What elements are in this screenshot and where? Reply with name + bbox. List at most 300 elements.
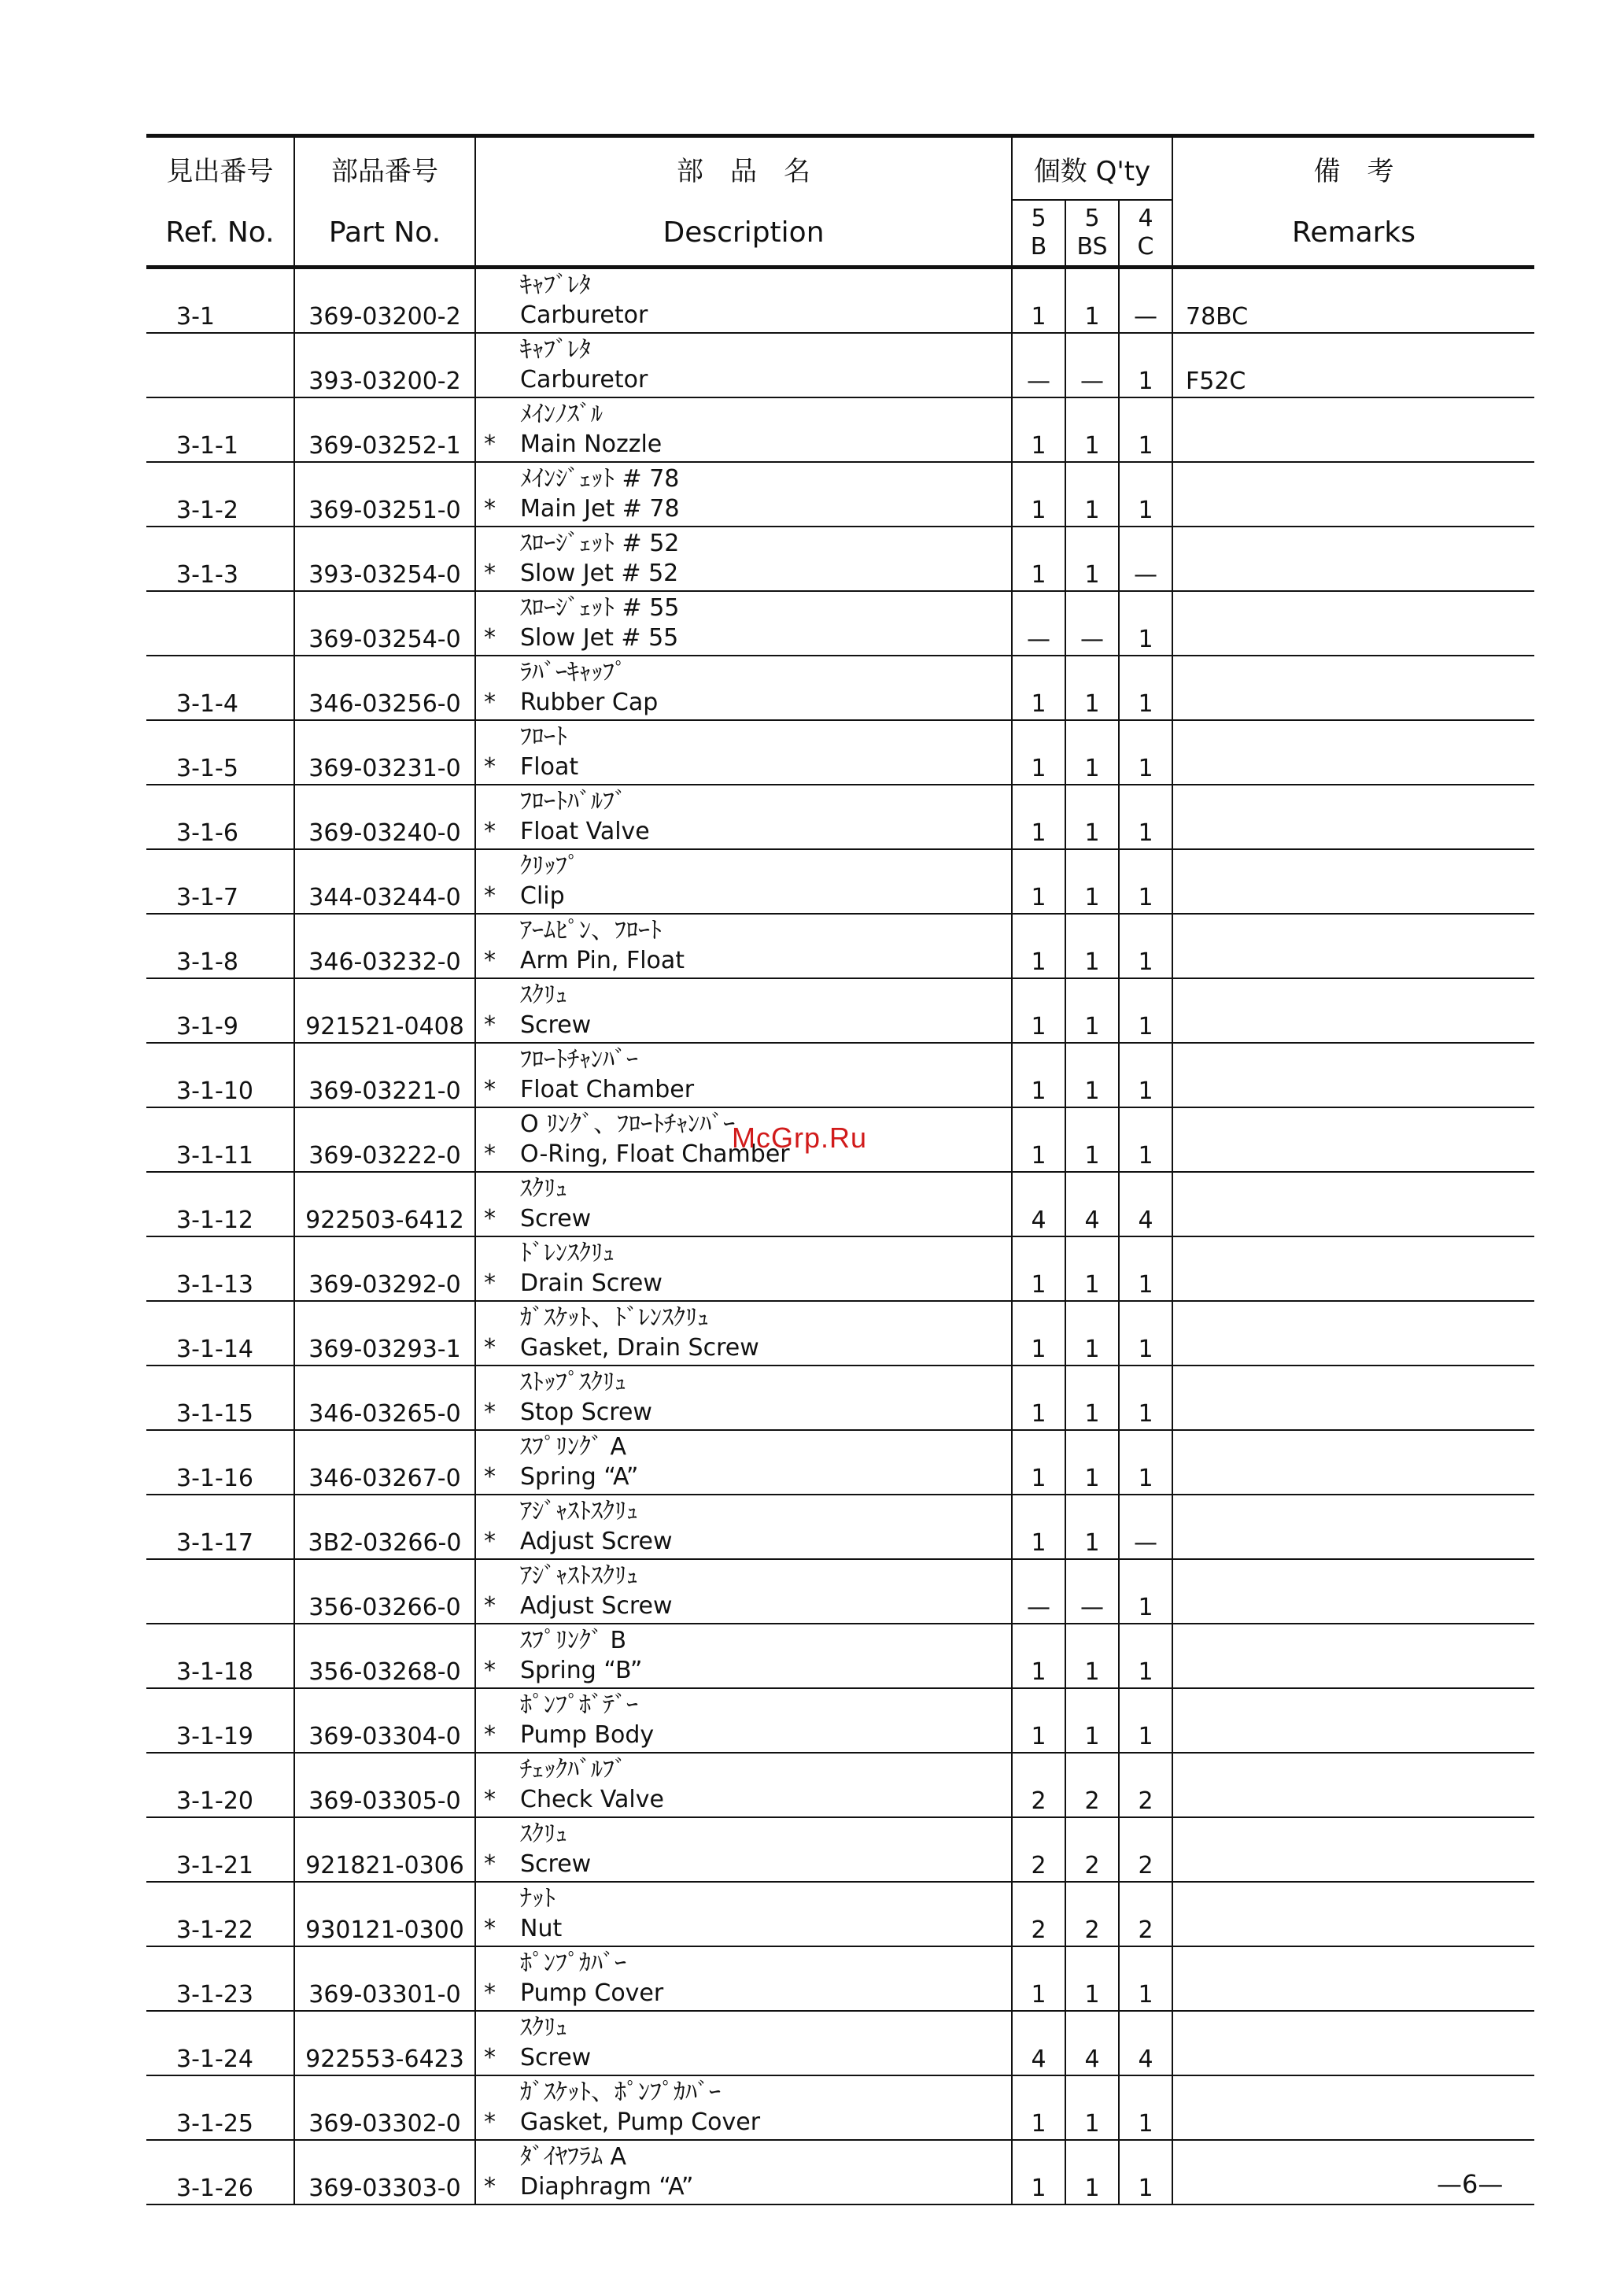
description-en: Screw xyxy=(520,2044,592,2071)
table-row xyxy=(146,1559,1534,1624)
qty-5b: 1 xyxy=(1012,1430,1065,1495)
description xyxy=(475,2140,1012,2204)
qty-5bs: 1 xyxy=(1065,1688,1119,1753)
part-header-en: Part No. xyxy=(294,200,475,268)
kit-marker: * xyxy=(484,560,496,587)
part-no: 393-03200-2 xyxy=(294,333,475,397)
table-row xyxy=(146,1172,1534,1236)
qty-5bs: 1 xyxy=(1065,2140,1119,2204)
qty-5b: — xyxy=(1012,1559,1065,1624)
table-row xyxy=(146,1946,1534,2011)
part-no: 369-03303-0 xyxy=(294,2140,475,2204)
description xyxy=(475,1430,1012,1495)
part-no: 369-03221-0 xyxy=(294,1043,475,1107)
description xyxy=(475,591,1012,656)
description-en-line xyxy=(484,2043,1011,2073)
qty-5bs: 4 xyxy=(1065,2011,1119,2075)
desc-header-en: Description xyxy=(475,200,1012,268)
kit-marker: * xyxy=(484,2108,496,2136)
description-en-line xyxy=(484,688,1011,718)
ref-no: 3-1-11 xyxy=(146,1107,294,1172)
remarks xyxy=(1172,1624,1534,1688)
part-no: 369-03200-2 xyxy=(294,268,475,334)
part-no: 346-03265-0 xyxy=(294,1366,475,1430)
description-en-line xyxy=(484,623,1011,653)
remarks-header-jp: 備 考 xyxy=(1172,136,1534,201)
qty-5b: 1 xyxy=(1012,1236,1065,1301)
remarks xyxy=(1172,720,1534,785)
ref-no: 3-1-6 xyxy=(146,785,294,849)
kit-marker: * xyxy=(484,1915,496,1942)
description-jp: ﾅｯﾄ xyxy=(520,1885,555,1913)
description-jp: ｱｼﾞｬｽﾄｽｸﾘｭ xyxy=(520,1562,638,1590)
qty-4c: 1 xyxy=(1119,914,1172,978)
ref-no: 3-1-24 xyxy=(146,2011,294,2075)
part-no: 369-03293-1 xyxy=(294,1301,475,1366)
ref-no: 3-1-3 xyxy=(146,527,294,591)
ref-no: 3-1-10 xyxy=(146,1043,294,1107)
table-row xyxy=(146,1882,1534,1946)
ref-no: 3-1-18 xyxy=(146,1624,294,1688)
table-row xyxy=(146,720,1534,785)
description xyxy=(475,2075,1012,2140)
qty-4c: 1 xyxy=(1119,1688,1172,1753)
ref-no: 3-1-7 xyxy=(146,849,294,914)
part-no: 393-03254-0 xyxy=(294,527,475,591)
qty-5b: 1 xyxy=(1012,785,1065,849)
remarks xyxy=(1172,2075,1534,2140)
description-en-line xyxy=(484,1914,1011,1944)
remarks xyxy=(1172,656,1534,720)
table-row xyxy=(146,1688,1534,1753)
remarks xyxy=(1172,1817,1534,1882)
ref-no: 3-1-12 xyxy=(146,1172,294,1236)
qty-5b: 2 xyxy=(1012,1817,1065,1882)
description-jp: ﾄﾞﾚﾝｽｸﾘｭ xyxy=(520,1240,615,1267)
qty-5b: 1 xyxy=(1012,978,1065,1043)
ref-no: 3-1-23 xyxy=(146,1946,294,2011)
description xyxy=(475,849,1012,914)
description xyxy=(475,1495,1012,1559)
description-jp: ﾌﾛｰﾄﾊﾞﾙﾌﾞ xyxy=(520,788,626,815)
qty-5bs: — xyxy=(1065,591,1119,656)
page-number: —6— xyxy=(1437,2169,1504,2199)
table-row xyxy=(146,1430,1534,1495)
part-no: 369-03305-0 xyxy=(294,1753,475,1817)
table-row xyxy=(146,2075,1534,2140)
table-row xyxy=(146,397,1534,462)
qty-5b: — xyxy=(1012,591,1065,656)
qty-5b: 1 xyxy=(1012,462,1065,527)
description xyxy=(475,2011,1012,2075)
qty-4c: — xyxy=(1119,1495,1172,1559)
remarks xyxy=(1172,2011,1534,2075)
ref-no: 3-1-25 xyxy=(146,2075,294,2140)
qty-4c: 1 xyxy=(1119,2075,1172,2140)
kit-marker: * xyxy=(484,1528,496,1555)
description xyxy=(475,268,1012,334)
description-en-line xyxy=(484,365,1011,395)
table-row xyxy=(146,1495,1534,1559)
qty-5bs: 1 xyxy=(1065,720,1119,785)
description-en: Gasket, Drain Screw xyxy=(520,1334,759,1362)
qty-5b: 2 xyxy=(1012,1882,1065,1946)
description-jp: ｽﾄｯﾌﾟｽｸﾘｭ xyxy=(520,1369,626,1396)
description xyxy=(475,1236,1012,1301)
qty-5b: 1 xyxy=(1012,397,1065,462)
description xyxy=(475,1753,1012,1817)
description-en-line xyxy=(484,752,1011,782)
ref-no: 3-1-8 xyxy=(146,914,294,978)
part-no: 369-03252-1 xyxy=(294,397,475,462)
kit-marker: * xyxy=(484,947,496,974)
qty-col-5b: 5 B xyxy=(1012,200,1065,268)
qty-col-5bs: 5 BS xyxy=(1065,200,1119,268)
table-row xyxy=(146,656,1534,720)
part-no: 369-03292-0 xyxy=(294,1236,475,1301)
part-no: 369-03240-0 xyxy=(294,785,475,849)
qty-4c: 1 xyxy=(1119,591,1172,656)
remarks xyxy=(1172,591,1534,656)
remarks xyxy=(1172,1043,1534,1107)
remarks xyxy=(1172,849,1534,914)
qty-4c: 2 xyxy=(1119,1753,1172,1817)
ref-no: 3-1-1 xyxy=(146,397,294,462)
description-en: Slow Jet # 55 xyxy=(520,624,679,652)
description-en-line xyxy=(484,946,1011,976)
qty-5bs: 1 xyxy=(1065,1043,1119,1107)
desc-header-jp: 部 品 名 xyxy=(475,136,1012,201)
description-en: Float Chamber xyxy=(520,1076,695,1103)
part-no: 369-03251-0 xyxy=(294,462,475,527)
description xyxy=(475,1043,1012,1107)
table-body xyxy=(146,268,1534,2205)
qty-4c: 1 xyxy=(1119,1430,1172,1495)
qty-5bs: 2 xyxy=(1065,1882,1119,1946)
ref-no: 3-1-4 xyxy=(146,656,294,720)
kit-marker: * xyxy=(484,1011,496,1039)
remarks xyxy=(1172,1753,1534,1817)
description-jp: ｽﾌﾟﾘﾝｸﾞ A xyxy=(520,1433,627,1461)
description-jp: ﾌﾛｰﾄ xyxy=(520,723,567,751)
description-en: Carburetor xyxy=(520,366,648,394)
description-en: Spring “A” xyxy=(520,1463,639,1491)
kit-marker: * xyxy=(484,1205,496,1232)
watermark: McGrp.Ru xyxy=(732,1122,868,1154)
remarks xyxy=(1172,978,1534,1043)
part-header-jp: 部品番号 xyxy=(294,136,475,201)
kit-marker: * xyxy=(484,1979,496,2007)
kit-marker: * xyxy=(484,1269,496,1297)
qty-5b: 4 xyxy=(1012,2011,1065,2075)
description-en: Check Valve xyxy=(520,1786,664,1813)
kit-marker: * xyxy=(484,495,496,523)
qty-4c: 4 xyxy=(1119,1172,1172,1236)
part-no: 369-03231-0 xyxy=(294,720,475,785)
qty-5bs: 1 xyxy=(1065,849,1119,914)
qty-5b: 1 xyxy=(1012,1301,1065,1366)
kit-marker: * xyxy=(484,1850,496,1878)
kit-marker: * xyxy=(484,1334,496,1362)
qty-4c: 1 xyxy=(1119,1236,1172,1301)
qty-5bs: 1 xyxy=(1065,462,1119,527)
qty-5b: 2 xyxy=(1012,1753,1065,1817)
description-en: Diaphragm “A” xyxy=(520,2173,694,2201)
qty-4c: 1 xyxy=(1119,785,1172,849)
description-en: Arm Pin, Float xyxy=(520,947,685,974)
kit-marker: * xyxy=(484,1657,496,1684)
description-en: Carburetor xyxy=(520,301,648,329)
qty-5bs: 1 xyxy=(1065,1301,1119,1366)
qty-4c: 1 xyxy=(1119,1107,1172,1172)
description-en: Main Jet # 78 xyxy=(520,495,680,523)
remarks xyxy=(1172,1946,1534,2011)
description-en-line xyxy=(484,1591,1011,1621)
part-no: 922553-6423 xyxy=(294,2011,475,2075)
ref-header-jp: 見出番号 xyxy=(146,136,294,201)
qty-4c: 1 xyxy=(1119,1559,1172,1624)
part-no: 346-03232-0 xyxy=(294,914,475,978)
description-en-line xyxy=(484,1398,1011,1428)
description-en: Gasket, Pump Cover xyxy=(520,2108,761,2136)
remarks xyxy=(1172,1366,1534,1430)
qty-5b: 1 xyxy=(1012,1495,1065,1559)
ref-no: 3-1-22 xyxy=(146,1882,294,1946)
description-en: Pump Body xyxy=(520,1721,655,1749)
description-en: Pump Cover xyxy=(520,1979,664,2007)
ref-no: 3-1-20 xyxy=(146,1753,294,1817)
kit-marker: * xyxy=(484,1721,496,1749)
qty-5bs: 2 xyxy=(1065,1817,1119,1882)
description-jp: ﾎﾟﾝﾌﾟｶﾊﾞｰ xyxy=(520,1949,626,1977)
description xyxy=(475,914,1012,978)
table-header xyxy=(146,136,1534,268)
description-en: Float xyxy=(520,753,579,781)
table-row xyxy=(146,2140,1534,2204)
kit-marker: * xyxy=(484,1076,496,1103)
description-jp: O ﾘﾝｸﾞ、ﾌﾛｰﾄﾁｬﾝﾊﾞｰ xyxy=(520,1111,736,1138)
kit-marker: * xyxy=(484,2173,496,2201)
ref-no: 3-1-26 xyxy=(146,2140,294,2204)
table-row xyxy=(146,1301,1534,1366)
description-en: Spring “B” xyxy=(520,1657,643,1684)
part-no: 930121-0300 xyxy=(294,1882,475,1946)
qty-5bs: 1 xyxy=(1065,1946,1119,2011)
qty-4c: 1 xyxy=(1119,333,1172,397)
description-jp: ﾗﾊﾞｰｷｬｯﾌﾟ xyxy=(520,659,626,686)
description xyxy=(475,1688,1012,1753)
description-jp: ｽｸﾘｭ xyxy=(520,1175,567,1203)
ref-no xyxy=(146,1559,294,1624)
table-row xyxy=(146,1043,1534,1107)
description-jp: ｽｸﾘｭ xyxy=(520,2014,567,2042)
description xyxy=(475,397,1012,462)
description-en-line xyxy=(484,1785,1011,1815)
kit-marker: * xyxy=(484,431,496,458)
description-en: Clip xyxy=(520,882,565,910)
remarks xyxy=(1172,1559,1534,1624)
ref-no: 3-1-13 xyxy=(146,1236,294,1301)
qty-4c: — xyxy=(1119,527,1172,591)
remarks xyxy=(1172,527,1534,591)
remarks xyxy=(1172,785,1534,849)
ref-no: 3-1 xyxy=(146,268,294,334)
table-row xyxy=(146,914,1534,978)
description-en: Main Nozzle xyxy=(520,431,663,458)
table-row xyxy=(146,785,1534,849)
remarks xyxy=(1172,462,1534,527)
remarks xyxy=(1172,1430,1534,1495)
description-en-line xyxy=(484,559,1011,589)
qty-5bs: 1 xyxy=(1065,1624,1119,1688)
description-jp: ｶﾞｽｹｯﾄ、ﾄﾞﾚﾝｽｸﾘｭ xyxy=(520,1304,709,1332)
description xyxy=(475,1366,1012,1430)
qty-4c: 4 xyxy=(1119,2011,1172,2075)
description-jp: ﾀﾞｲﾔﾌﾗﾑ A xyxy=(520,2143,627,2171)
qty-5b: 1 xyxy=(1012,720,1065,785)
description-jp: ｽｸﾘｭ xyxy=(520,981,567,1009)
description-jp: ﾌﾛｰﾄﾁｬﾝﾊﾞｰ xyxy=(520,1046,638,1074)
part-no: 346-03256-0 xyxy=(294,656,475,720)
description-jp: ｽﾌﾟﾘﾝｸﾞ B xyxy=(520,1627,627,1654)
part-no: 922503-6412 xyxy=(294,1172,475,1236)
description-en-line xyxy=(484,1011,1011,1040)
table-row xyxy=(146,1753,1534,1817)
qty-4c: 2 xyxy=(1119,1817,1172,1882)
part-no: 369-03304-0 xyxy=(294,1688,475,1753)
description-en-line xyxy=(484,1850,1011,1879)
description-en-line xyxy=(484,1204,1011,1234)
remarks xyxy=(1172,1688,1534,1753)
qty-4c: 1 xyxy=(1119,1301,1172,1366)
description-en-line xyxy=(484,1075,1011,1105)
qty-5b: 1 xyxy=(1012,656,1065,720)
ref-no: 3-1-19 xyxy=(146,1688,294,1753)
part-no: 921521-0408 xyxy=(294,978,475,1043)
ref-no: 3-1-21 xyxy=(146,1817,294,1882)
part-no: 344-03244-0 xyxy=(294,849,475,914)
description xyxy=(475,785,1012,849)
ref-header-en: Ref. No. xyxy=(146,200,294,268)
table-row xyxy=(146,527,1534,591)
qty-5bs: 1 xyxy=(1065,1430,1119,1495)
description-en-line xyxy=(484,881,1011,911)
description-en-line xyxy=(484,1527,1011,1557)
description-en: Stop Screw xyxy=(520,1399,652,1426)
remarks-header-en: Remarks xyxy=(1172,200,1534,268)
description-jp: ｽﾛｰｼﾞｪｯﾄ # 52 xyxy=(520,530,680,557)
description xyxy=(475,1946,1012,2011)
ref-no: 3-1-16 xyxy=(146,1430,294,1495)
ref-no: 3-1-15 xyxy=(146,1366,294,1430)
description xyxy=(475,1559,1012,1624)
qty-5bs: — xyxy=(1065,1559,1119,1624)
part-no: 3B2-03266-0 xyxy=(294,1495,475,1559)
description-jp: ｶﾞｽｹｯﾄ、ﾎﾟﾝﾌﾟｶﾊﾞｰ xyxy=(520,2079,721,2106)
remarks: 78BC xyxy=(1172,268,1534,334)
description-en: Slow Jet # 52 xyxy=(520,560,679,587)
qty-4c: 1 xyxy=(1119,849,1172,914)
qty-4c: 1 xyxy=(1119,656,1172,720)
description xyxy=(475,978,1012,1043)
description-jp: ｱｰﾑﾋﾟﾝ、ﾌﾛｰﾄ xyxy=(520,917,662,944)
qty-5b: 1 xyxy=(1012,1946,1065,2011)
qty-5bs: 1 xyxy=(1065,397,1119,462)
qty-5bs: 1 xyxy=(1065,1495,1119,1559)
qty-5bs: 2 xyxy=(1065,1753,1119,1817)
qty-5b: 1 xyxy=(1012,527,1065,591)
description-en: Screw xyxy=(520,1850,592,1878)
description xyxy=(475,656,1012,720)
kit-marker: * xyxy=(484,1399,496,1426)
description xyxy=(475,462,1012,527)
qty-4c: 1 xyxy=(1119,462,1172,527)
description xyxy=(475,527,1012,591)
description-jp: ｽｸﾘｭ xyxy=(520,1820,567,1848)
qty-4c: 1 xyxy=(1119,1366,1172,1430)
qty-5b: 1 xyxy=(1012,1043,1065,1107)
part-no: 369-03301-0 xyxy=(294,1946,475,2011)
table-row xyxy=(146,2011,1534,2075)
qty-4c: 1 xyxy=(1119,1043,1172,1107)
description xyxy=(475,1172,1012,1236)
kit-marker: * xyxy=(484,689,496,716)
description-en: Nut xyxy=(520,1915,563,1942)
part-no: 369-03222-0 xyxy=(294,1107,475,1172)
kit-marker: * xyxy=(484,2044,496,2071)
description-en-line xyxy=(484,1269,1011,1299)
description-en-line xyxy=(484,1720,1011,1750)
qty-5bs: 1 xyxy=(1065,1236,1119,1301)
description-en-line xyxy=(484,817,1011,847)
ref-no xyxy=(146,591,294,656)
part-no: 356-03266-0 xyxy=(294,1559,475,1624)
qty-col-4c: 4 C xyxy=(1119,200,1172,268)
description-en: Float Valve xyxy=(520,818,650,845)
table-row xyxy=(146,1817,1534,1882)
qty-4c: — xyxy=(1119,268,1172,334)
remarks xyxy=(1172,1107,1534,1172)
description xyxy=(475,1301,1012,1366)
description-jp: ｽﾛｰｼﾞｪｯﾄ # 55 xyxy=(520,594,680,622)
remarks xyxy=(1172,1236,1534,1301)
description-en: Screw xyxy=(520,1205,592,1232)
description-en-line xyxy=(484,2108,1011,2138)
part-no: 369-03254-0 xyxy=(294,591,475,656)
qty-4c: 1 xyxy=(1119,1624,1172,1688)
qty-5bs: 1 xyxy=(1065,656,1119,720)
qty-5bs: 1 xyxy=(1065,2075,1119,2140)
description-en-line xyxy=(484,430,1011,460)
qty-5b: — xyxy=(1012,333,1065,397)
table-row xyxy=(146,268,1534,334)
ref-no: 3-1-5 xyxy=(146,720,294,785)
ref-no: 3-1-17 xyxy=(146,1495,294,1559)
remarks xyxy=(1172,1172,1534,1236)
qty-4c: 1 xyxy=(1119,397,1172,462)
description-en-line xyxy=(484,1656,1011,1686)
description-jp: ﾒｲﾝﾉｽﾞﾙ xyxy=(520,401,603,428)
description-jp: ｱｼﾞｬｽﾄｽｸﾘｭ xyxy=(520,1498,638,1525)
qty-5b: 1 xyxy=(1012,1624,1065,1688)
description xyxy=(475,1624,1012,1688)
kit-marker: * xyxy=(484,882,496,910)
remarks: F52C xyxy=(1172,333,1534,397)
description-jp: ﾒｲﾝｼﾞｪｯﾄ # 78 xyxy=(520,465,680,493)
description xyxy=(475,1817,1012,1882)
qty-5b: 1 xyxy=(1012,914,1065,978)
qty-4c: 1 xyxy=(1119,2140,1172,2204)
